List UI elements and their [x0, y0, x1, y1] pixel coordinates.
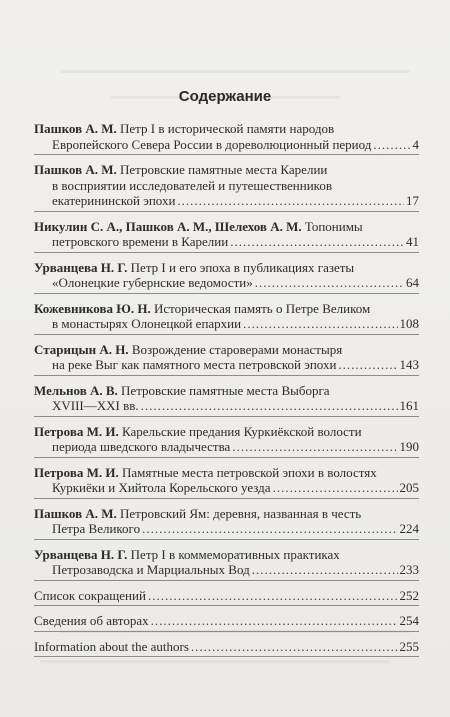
toc-entry-title-part: «Олонецкие губернские ведомости»	[52, 275, 253, 290]
dot-leader	[191, 639, 398, 655]
toc-entry-title-part: Список сокращений	[34, 587, 146, 603]
toc-entry-text	[34, 613, 149, 629]
toc-entry-text	[34, 588, 146, 604]
toc-entry-page-number: 41	[406, 234, 419, 249]
toc-entry-text	[34, 383, 330, 398]
toc-entry-last-line	[34, 562, 419, 578]
toc-entry-line	[34, 178, 419, 194]
dot-leader	[255, 275, 404, 291]
dot-leader	[373, 137, 410, 153]
toc-entry-text	[34, 424, 362, 439]
toc-entry[interactable]	[34, 216, 419, 253]
toc-entry-text	[34, 506, 361, 521]
toc-entry-text	[52, 398, 139, 414]
toc-entry-text	[52, 193, 175, 209]
toc-entry[interactable]	[34, 544, 419, 581]
toc-entry[interactable]	[34, 380, 419, 417]
dot-leader	[142, 521, 397, 537]
toc-entry[interactable]	[34, 462, 419, 499]
toc-entry-title-part: Петровские памятные места Карелии	[120, 162, 328, 177]
toc-entry-text	[34, 342, 342, 357]
toc-entry[interactable]	[34, 339, 419, 376]
toc-entry-title-part: Петра Великого	[52, 521, 141, 536]
toc-entry-page-number: 252	[399, 587, 419, 603]
dot-leader	[338, 357, 397, 373]
toc-entry-title-part: Памятные места петровской эпохи в волостях	[122, 464, 377, 480]
toc-entry-title-part: Петрозаводска и Марциальных Вод	[52, 562, 250, 577]
table-of-contents	[34, 118, 419, 661]
toc-entry-line	[34, 342, 419, 358]
toc-entry-text	[52, 480, 271, 496]
toc-entry-text	[52, 562, 250, 578]
dot-leader	[243, 316, 397, 332]
toc-entry-page-number: 224	[399, 521, 419, 536]
toc-entry-title-part: Петр I в исторической памяти народов	[120, 121, 335, 136]
toc-entry-text	[34, 547, 340, 562]
toc-entry-last-line	[34, 613, 419, 629]
dot-leader	[151, 613, 398, 629]
toc-entry-line	[34, 547, 419, 563]
toc-entry[interactable]	[34, 503, 419, 540]
toc-entry-title-part: Петровские памятные места Выборга	[121, 382, 330, 398]
toc-entry-text	[34, 121, 334, 136]
toc-entry-last-line	[34, 316, 419, 332]
toc-entry-title-part: Карельские предания Куркиёкской волости	[122, 423, 362, 439]
dot-leader	[252, 562, 398, 578]
toc-entry-page-number: 205	[399, 480, 419, 495]
toc-entry-last-line	[34, 137, 419, 153]
toc-entry-text	[34, 219, 363, 234]
toc-entry[interactable]	[34, 585, 419, 607]
toc-entry-author: Урванцева Н. Г.	[34, 259, 128, 275]
toc-entry-author: Никулин С. А., Пашков А. М., Шелехов А. М.	[34, 218, 302, 234]
dot-leader	[232, 439, 397, 455]
toc-entry[interactable]	[34, 159, 419, 212]
toc-entry-author: Мельнов А. В.	[34, 382, 118, 398]
toc-entry-page-number: 108	[399, 316, 419, 331]
toc-entry-text	[34, 260, 354, 275]
toc-entry-line	[34, 260, 419, 276]
toc-entry-line	[34, 121, 419, 137]
toc-entry-last-line	[34, 639, 419, 655]
toc-entry-author: Петрова М. И.	[34, 423, 119, 439]
toc-entry-page-number: 190	[399, 439, 419, 454]
toc-entry-page-number: 17	[406, 193, 419, 208]
toc-entry-title-part: Куркиёки и Хийтола Корельского уезда	[52, 480, 271, 495]
toc-entry[interactable]	[34, 421, 419, 458]
toc-entry-page-number: 255	[399, 638, 419, 654]
toc-heading: Содержание	[178, 88, 272, 105]
toc-entry-title-part: Петр I и его эпоха в публикациях газеты	[130, 259, 355, 275]
toc-entry-title-part: в монастырях Олонецкой епархии	[52, 316, 242, 331]
toc-entry-page-number: 64	[406, 275, 419, 290]
toc-entry-last-line	[34, 234, 419, 250]
toc-entry-last-line	[34, 521, 419, 537]
toc-entry-last-line	[34, 398, 419, 414]
toc-entry-text	[34, 465, 377, 480]
toc-entry-text	[52, 275, 253, 291]
toc-entry-title-part: периода шведского владычества	[52, 439, 231, 454]
toc-entry[interactable]	[34, 257, 419, 294]
toc-entry-text	[52, 521, 140, 537]
dot-leader	[230, 234, 404, 250]
toc-entry[interactable]	[34, 118, 419, 155]
toc-entry-title-part: Возрождение старoверами монастыря	[131, 341, 343, 357]
toc-entry-title-part: Петр I в коммеморативных практиках	[130, 546, 340, 562]
toc-entry-title-part: Сведения об авторах	[34, 613, 149, 628]
toc-entry-author: Кожевникова Ю. Н.	[34, 300, 151, 316]
toc-entry-line	[34, 465, 419, 481]
toc-entry-title-part: Information about the authors	[34, 638, 189, 654]
toc-entry-last-line	[34, 193, 419, 209]
toc-entry[interactable]	[34, 610, 419, 632]
bleed-through-line	[60, 70, 410, 73]
toc-entry[interactable]	[34, 636, 419, 658]
toc-entry-last-line	[34, 357, 419, 373]
toc-entry-text	[52, 439, 230, 455]
toc-entry-text	[34, 639, 189, 655]
toc-entry-last-line	[34, 275, 419, 291]
toc-entry-line	[34, 301, 419, 317]
toc-entry-text	[52, 178, 332, 193]
dot-leader	[273, 480, 398, 496]
toc-entry-title-part: на реке Выг как памятного места петровской эпохи	[52, 357, 337, 372]
toc-entry-title-part: екатерининской эпохи	[52, 193, 176, 208]
dot-leader	[141, 398, 398, 414]
toc-entry-author: Урванцева Н. Г.	[34, 546, 128, 562]
toc-entry-page-number: 161	[399, 398, 419, 413]
toc-entry-author: Старицын А. Н.	[34, 341, 129, 357]
toc-entry-page-number: 233	[399, 562, 419, 577]
toc-entry-title-part: Топонимы	[304, 218, 363, 234]
toc-entry-line	[34, 383, 419, 399]
dot-leader	[177, 193, 404, 209]
toc-entry-line	[34, 424, 419, 440]
toc-entry-title-part: XVIII—XXI вв.	[52, 398, 139, 413]
toc-entry-author: Пашков А. М.	[34, 505, 117, 521]
toc-entry-author: Петрова М. И.	[34, 464, 119, 480]
toc-entry-text	[52, 316, 241, 332]
toc-entry[interactable]	[34, 298, 419, 335]
dot-leader	[148, 588, 398, 604]
toc-entry-line	[34, 506, 419, 522]
toc-entry-page-number: 143	[399, 357, 419, 372]
toc-entry-title-part: Историческая память о Петре Великом	[154, 300, 371, 316]
toc-entry-author: Пашков А. М.	[34, 162, 117, 177]
toc-entry-title-part: Петровский Ям: деревня, названная в честь	[120, 505, 362, 521]
toc-entry-page-number: 4	[412, 136, 419, 152]
toc-entry-last-line	[34, 439, 419, 455]
toc-entry-title-part: в восприятии исследователей и путешественников	[52, 177, 332, 193]
toc-entry-title-part: петровского времени в Карелии	[52, 234, 229, 249]
toc-entry-text	[52, 234, 228, 250]
toc-entry-line	[34, 219, 419, 235]
toc-entry-last-line	[34, 480, 419, 496]
toc-entry-text	[34, 301, 370, 316]
toc-entry-text	[52, 137, 371, 153]
toc-entry-text	[52, 357, 336, 373]
toc-entry-page-number: 254	[399, 613, 419, 628]
toc-entry-text	[34, 162, 327, 177]
toc-entry-last-line	[34, 588, 419, 604]
toc-entry-author: Пашков А. М.	[34, 121, 117, 136]
toc-entry-line	[34, 162, 419, 178]
toc-entry-title-part: Европейского Севера России в дореволюционный период	[52, 136, 372, 152]
